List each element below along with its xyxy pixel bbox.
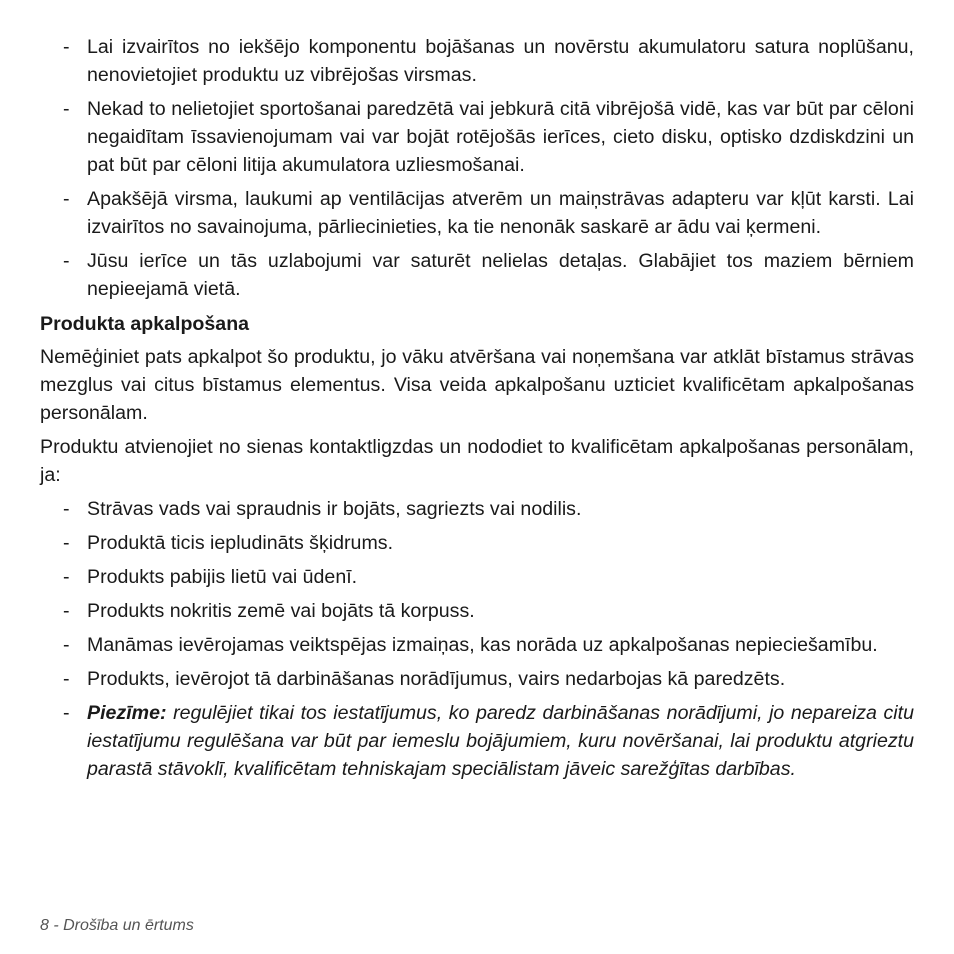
list-item-text: Produkts nokritis zemē vai bojāts tā korpuss.	[87, 600, 475, 622]
list-item-text: Produkts pabijis lietū vai ūdenī.	[87, 566, 358, 588]
note-item	[40, 699, 914, 783]
section-heading: Produkta apkalpošana	[40, 313, 250, 335]
page-footer: 8 - Drošība un ērtums	[40, 917, 194, 934]
note-text: regulējiet tikai tos iestatījumus, ko paredz darbināšanas norādījumi, jo nepareiza citu iestatījumu regulēšana var būt par iemeslu bojājumiem, kuru novēršanai, lai produktu atgrieztu parastā stāvoklī, kvalificētam tehniskajam speciālistam jāveic sarežģītas darbības.	[87, 702, 914, 780]
bullet-dash: -	[63, 600, 70, 622]
list-item	[40, 185, 914, 241]
list-item-text: Jūsu ierīce un tās uzlabojumi var saturēt nelielas detaļas. Glabājiet tos maziem bērniem nepieejamā vietā.	[87, 250, 914, 300]
list-item-text: Strāvas vads vai spraudnis ir bojāts, sagriezts vai nodilis.	[87, 498, 582, 520]
list-item	[40, 495, 914, 523]
list-item-text: Produkts, ievērojot tā darbināšanas norādījumus, vairs nedarbojas kā paredzēts.	[87, 668, 786, 690]
bullet-dash: -	[63, 566, 70, 588]
list-item	[40, 247, 914, 303]
service-conditions-list	[40, 495, 914, 783]
note-label: Piezīme:	[87, 702, 167, 724]
bullet-dash: -	[63, 98, 70, 120]
document-body	[40, 33, 914, 789]
bullet-dash: -	[63, 532, 70, 554]
bullet-dash: -	[63, 250, 70, 272]
bullet-dash: -	[63, 188, 70, 210]
list-item	[40, 665, 914, 693]
bullet-dash: -	[63, 668, 70, 690]
bullet-dash: -	[63, 36, 70, 58]
list-item	[40, 33, 914, 89]
list-item	[40, 597, 914, 625]
bullet-dash: -	[63, 634, 70, 656]
list-item	[40, 563, 914, 591]
list-item-text: Manāmas ievērojamas veiktspējas izmaiņas, kas norāda uz apkalpošanas nepieciešamību.	[87, 634, 878, 656]
warning-list	[40, 33, 914, 303]
list-item	[40, 631, 914, 659]
list-item-text: Lai izvairītos no iekšējo komponentu bojāšanas un novērstu akumulatoru satura noplūšanu, nenovietojiet produktu uz vibrējošas virsmas.	[87, 36, 914, 86]
paragraph: Produktu atvienojiet no sienas kontaktligzdas un nododiet to kvalificētam apkalpošanas personālam, ja:	[40, 436, 914, 486]
bullet-dash: -	[63, 498, 70, 520]
bullet-dash: -	[63, 702, 70, 724]
list-item	[40, 95, 914, 179]
list-item-text: Nekad to nelietojiet sportošanai paredzētā vai jebkurā citā vibrējošā vidē, kas var būt par cēloni negaidītam īssavienojumam vai var bojāt rotējošās ierīces, cieto disku, optisko dzdiskdzini un pat būt par cēloni litija akumulatora uzliesmošanai.	[87, 98, 914, 176]
list-item-text: Produktā ticis iepludināts šķidrums.	[87, 532, 394, 554]
list-item-text: Apakšējā virsma, laukumi ap ventilācijas atverēm un maiņstrāvas adapteru var kļūt karsti. Lai izvairītos no savainojuma, pārliecinieties, ka tie nenonāk saskarē ar ādu vai ķermeni.	[87, 188, 914, 238]
paragraph: Nemēģiniet pats apkalpot šo produktu, jo vāku atvēršana vai noņemšana var atklāt bīstamus strāvas mezglus vai citus bīstamus elementus. Visa veida apkalpošanu uzticiet kvalificētam apkalpošanas personālam.	[40, 346, 914, 424]
list-item	[40, 529, 914, 557]
